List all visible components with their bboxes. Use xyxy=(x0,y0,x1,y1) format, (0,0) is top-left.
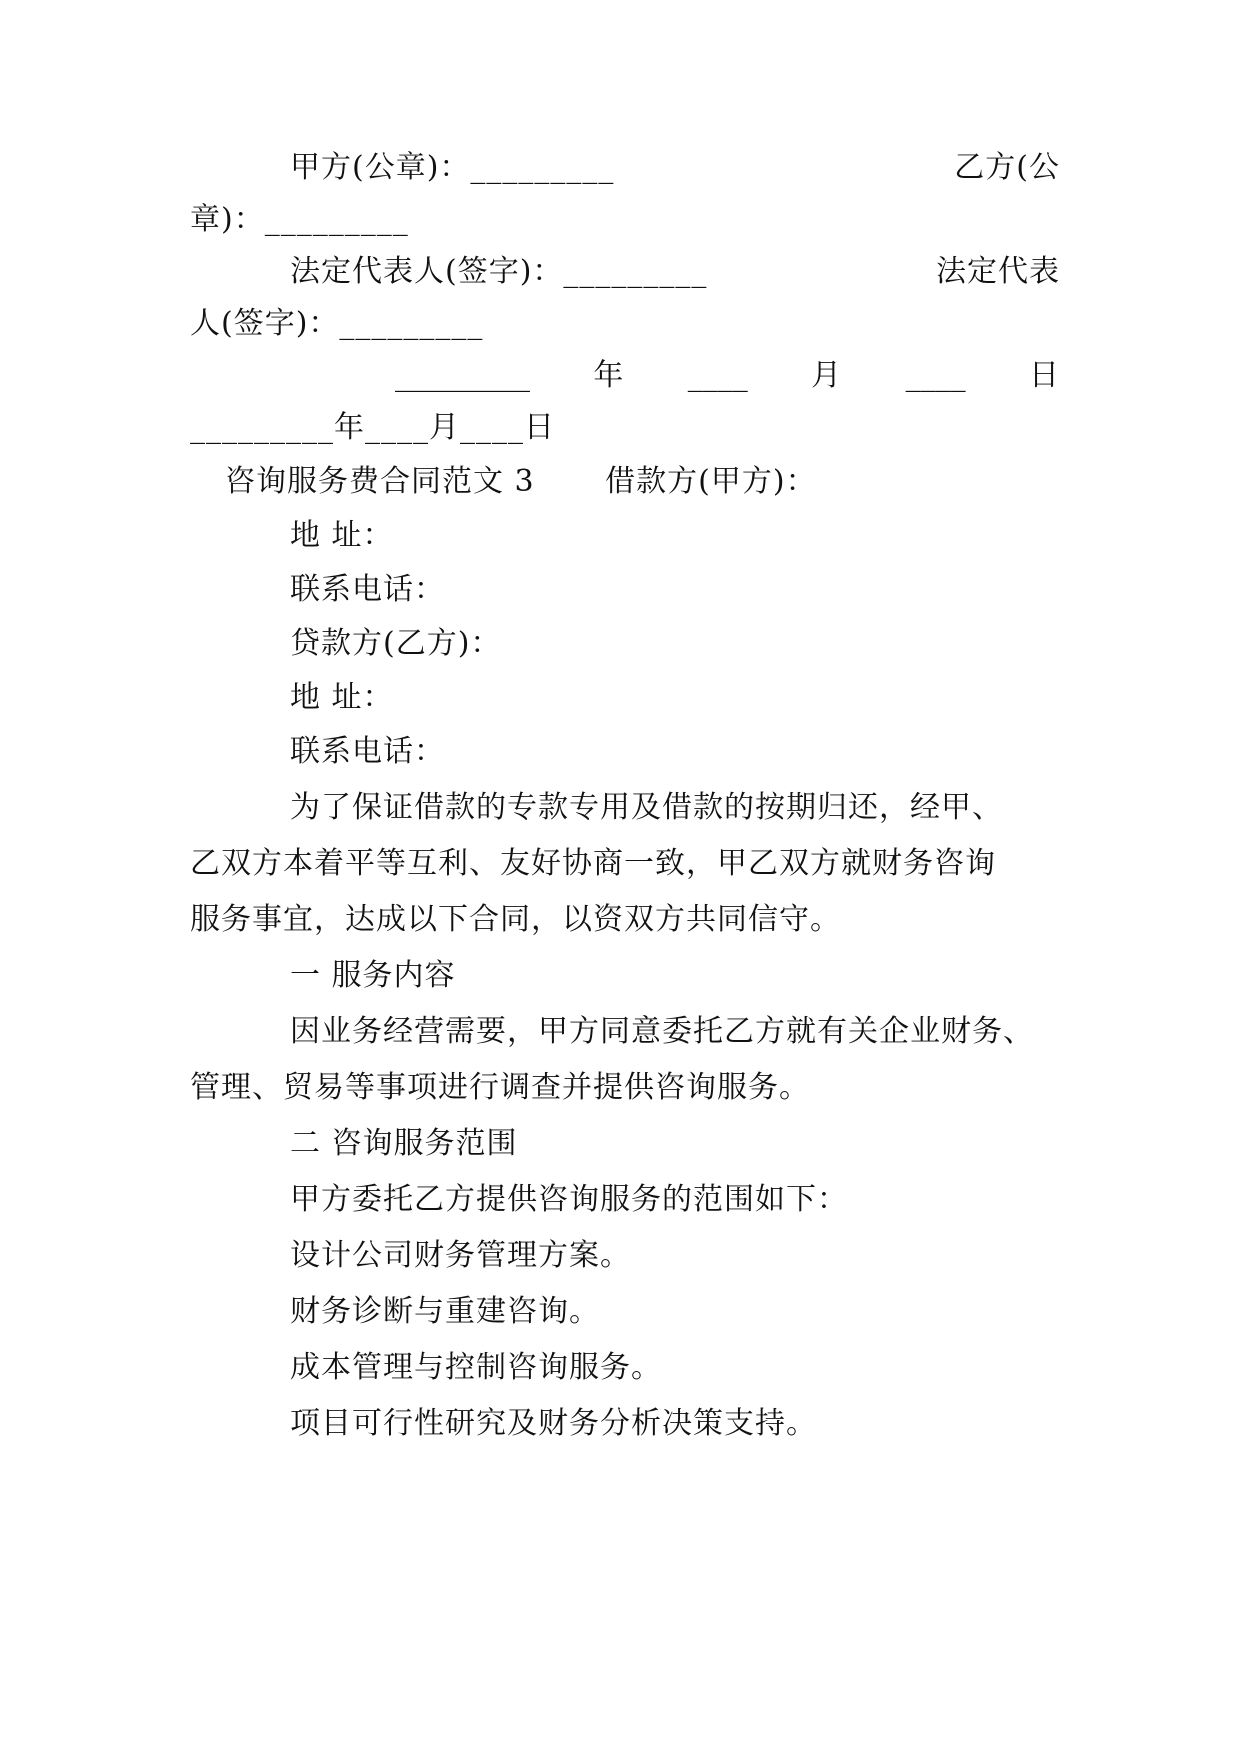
intro-line-1: 为了保证借款的专款专用及借款的按期归还，经甲、 xyxy=(290,790,1003,825)
section2-intro: 甲方委托乙方提供咨询服务的范围如下： xyxy=(290,1182,848,1217)
section2-title: 二 咨询服务范围 xyxy=(290,1126,518,1161)
scope-item: 财务诊断与重建咨询。 xyxy=(290,1294,600,1329)
date-blank-day: ____ xyxy=(905,358,966,393)
scope-item: 设计公司财务管理方案。 xyxy=(290,1238,631,1273)
party-b-rep-start: 法定代表 xyxy=(936,254,1060,289)
seal-line xyxy=(290,142,1060,194)
scope-item: 项目可行性研究及财务分析决策支持。 xyxy=(290,1406,817,1441)
lender-phone: 联系电话： xyxy=(290,734,445,769)
date-line-second: _________年____月____日 xyxy=(190,410,555,445)
date-month-label: 月 xyxy=(811,358,843,393)
contract3-title: 咨询服务费合同范文 3 xyxy=(225,464,535,499)
rep-line xyxy=(290,246,1060,298)
scope-item: 成本管理与控制咨询服务。 xyxy=(290,1350,662,1385)
section1-line-1: 因业务经营需要，甲方同意委托乙方就有关企业财务、 xyxy=(290,1014,1034,1049)
party-a-seal: 甲方(公章)：_________ xyxy=(290,150,615,185)
section1-line-2: 管理、贸易等事项进行调查并提供咨询服务。 xyxy=(190,1070,810,1105)
date-blank-year: _________ xyxy=(395,358,530,393)
date-blank-month: ____ xyxy=(687,358,748,393)
borrower-label: 借款方(甲方)： xyxy=(605,464,817,499)
party-b-seal-start: 乙方(公 xyxy=(954,150,1060,185)
date-year-label: 年 xyxy=(593,358,625,393)
contract3-heading-line xyxy=(225,456,1060,508)
lender-address: 地 址： xyxy=(290,680,394,715)
party-b-seal-end: 章)：_________ xyxy=(190,202,409,237)
borrower-address: 地 址： xyxy=(290,518,394,553)
date-day-label: 日 xyxy=(1028,358,1060,393)
intro-line-3: 服务事宜，达成以下合同，以资双方共同信守。 xyxy=(190,902,841,937)
party-a-rep: 法定代表人(签字)：_________ xyxy=(290,254,708,289)
date-line-first xyxy=(395,350,1060,402)
section1-title: 一 服务内容 xyxy=(290,958,456,993)
borrower-phone: 联系电话： xyxy=(290,572,445,607)
lender-label: 贷款方(乙方)： xyxy=(290,626,502,661)
party-b-rep-end: 人(签字)：_________ xyxy=(190,306,484,341)
intro-line-2: 乙双方本着平等互利、友好协商一致，甲乙双方就财务咨询 xyxy=(190,846,996,881)
